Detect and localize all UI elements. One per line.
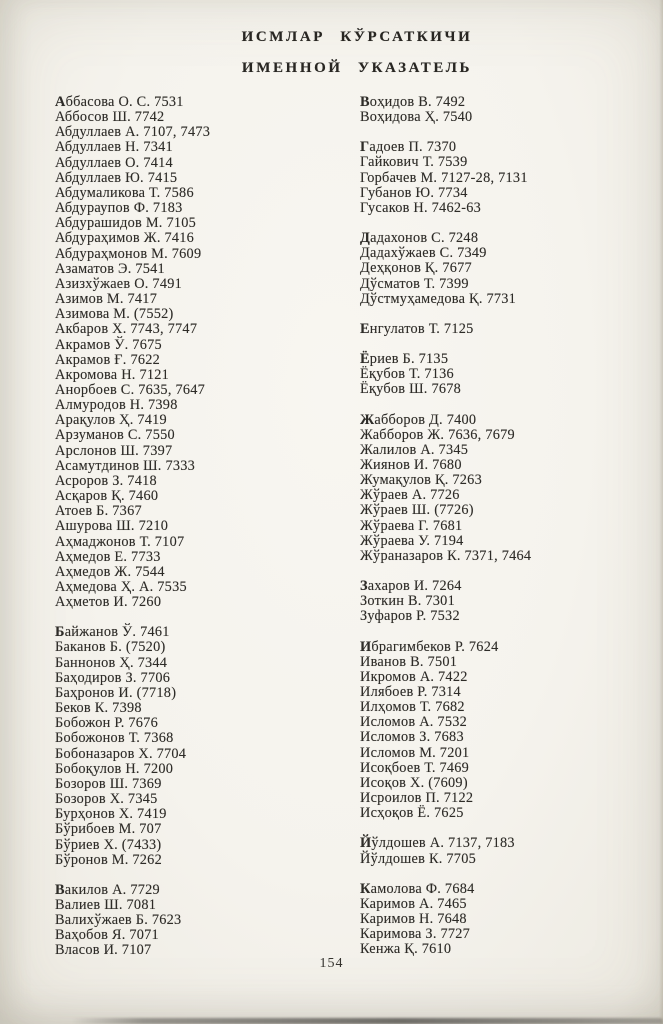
index-entry: Дадахўжаев С. 7349	[360, 245, 487, 262]
index-entry: Дўсматов Т. 7399	[360, 275, 469, 292]
letter-group-З	[360, 579, 663, 624]
index-entry: Ёқубов Т. 7136	[360, 366, 454, 383]
index-entry: Беков К. 7398	[55, 700, 142, 717]
index-entry: Губанов Ю. 7734	[360, 184, 468, 201]
letter-group-Г	[360, 140, 663, 216]
index-entry: Алмуродов Н. 7398	[55, 397, 178, 414]
index-entry: Жабборов Ж. 7636, 7679	[360, 426, 515, 443]
letter-group-Е	[360, 322, 663, 337]
index-entry: Акромова Н. 7121	[55, 366, 170, 383]
index-entry: Исломов М. 7201	[360, 744, 470, 761]
index-entry: Иванов В. 7501	[360, 653, 458, 670]
index-entry: Аббасова О. С. 7531	[55, 94, 184, 110]
index-entry: Гайкович Т. 7539	[360, 154, 468, 171]
index-entry: Жўраева Г. 7681	[360, 517, 463, 534]
index-entry: Исломов А. 7532	[360, 714, 468, 731]
index-entry: Баканов Б. (7520)	[55, 639, 166, 656]
index-column-left	[55, 95, 360, 959]
index-entry: Илҳомов Т. 7682	[360, 699, 465, 716]
index-entry: Анорбоев С. 7635, 7647	[55, 381, 206, 398]
index-title-uzbek: ИСМЛАР КЎРСАТКИЧИ	[241, 29, 473, 45]
index-entry: Аҳметов И. 7260	[55, 594, 162, 611]
index-entry: Байжанов Ў. 7461	[55, 624, 170, 641]
index-entry: Акбаров Х. 7743, 7747	[55, 321, 198, 338]
index-entry: Абдуллаев О. 7414	[55, 154, 173, 171]
index-entry: Йўлдошев К. 7705	[360, 850, 476, 867]
index-entry: Абдураҳмонов М. 7609	[55, 245, 202, 262]
index-entry: Жабборов Д. 7400	[360, 411, 477, 428]
index-entry: Бурҳонов Х. 7419	[55, 806, 167, 823]
index-entry: Деҳқонов Қ. 7677	[360, 260, 472, 277]
index-entry: Асқаров Қ. 7460	[55, 488, 159, 505]
index-entry: Жўраев Ш. (7726)	[360, 502, 474, 519]
index-entry: Аҳмедова Ҳ. А. 7535	[55, 579, 187, 595]
index-entry: Камолова Ф. 7684	[360, 880, 475, 897]
letter-group-К	[360, 882, 663, 958]
scan-edge-shadow-bottom	[72, 1018, 663, 1024]
index-entry: Арзуманов С. 7550	[55, 427, 175, 444]
letter-group-В	[360, 95, 663, 125]
index-entry: Бозоров Ш. 7369	[55, 775, 162, 792]
index-entry: Арақулов Ҳ. 7419	[55, 412, 167, 429]
index-entry: Дадахонов С. 7248	[360, 230, 479, 247]
index-entry: Каримова З. 7727	[360, 926, 471, 943]
index-entry: Исроилов П. 7122	[360, 790, 474, 807]
index-entry: Валихўжаев Б. 7623	[55, 912, 182, 929]
index-entry: Асроров З. 7418	[55, 472, 157, 489]
index-entry: Исломов З. 7683	[360, 729, 464, 746]
index-entry: Гадоев П. 7370	[360, 139, 457, 156]
index-entry: Жалилов А. 7345	[360, 441, 469, 458]
index-entry: Бобоқулов Н. 7200	[55, 760, 174, 777]
letter-group-А	[55, 95, 360, 610]
index-entry: Баҳронов И. (7718)	[55, 684, 177, 701]
index-entry: Ёқубов Ш. 7678	[360, 381, 462, 398]
index-entry: Жумақулов Қ. 7263	[360, 472, 482, 489]
page-number: 154	[319, 956, 344, 971]
index-entry: Ашурова Ш. 7210	[55, 518, 169, 535]
index-entry: Абдураупов Ф. 7183	[55, 200, 183, 217]
scan-edge-shadow-right	[659, 0, 663, 1024]
index-entry: Баҳодиров З. 7706	[55, 669, 171, 686]
index-entry: Азимов М. 7417	[55, 291, 158, 308]
index-entry: Азимова М. (7552)	[55, 306, 174, 323]
index-entry: Жиянов И. 7680	[360, 456, 462, 473]
index-entry: Исоқов Х. (7609)	[360, 774, 468, 791]
index-entry: Арслонов Ш. 7397	[55, 442, 173, 459]
index-entry: Ёриев Б. 7135	[360, 351, 449, 368]
index-entry: Абдурашидов М. 7105	[55, 215, 197, 232]
index-entry: Бўрибоев М. 707	[55, 821, 162, 838]
index-entry: Воҳидов В. 7492	[360, 94, 466, 110]
index-entry: Горбачев М. 7127-28, 7131	[360, 169, 528, 186]
index-entry: Исоқбоев Т. 7469	[360, 759, 470, 776]
index-entry: Каримов Н. 7648	[360, 911, 467, 928]
index-entry: Абдумаликова Т. 7586	[55, 184, 194, 201]
letter-group-Ё	[360, 352, 663, 397]
index-entry: Атоев Б. 7367	[55, 503, 142, 520]
index-entry: Каримов А. 7465	[360, 895, 467, 912]
index-entry: Кенжа Қ. 7610	[360, 941, 452, 958]
letter-group-И	[360, 640, 663, 822]
letter-group-В	[55, 883, 360, 959]
letter-group-Ж	[360, 413, 663, 565]
index-entry: Бобоназаров Х. 7704	[55, 745, 187, 762]
index-entry: Баннонов Ҳ. 7344	[55, 654, 168, 671]
index-entry: Бозоров Х. 7345	[55, 791, 158, 808]
index-entry: Бўронов М. 7262	[55, 851, 162, 868]
index-entry: Жўраев А. 7726	[360, 487, 460, 504]
index-entry: Асамутдинов Ш. 7333	[55, 457, 196, 474]
index-entry: Азизхўжаев О. 7491	[55, 275, 183, 292]
index-entry: Ваҳобов Я. 7071	[55, 927, 159, 944]
index-entry: Захаров И. 7264	[360, 578, 462, 595]
index-column-right	[360, 95, 663, 959]
index-entry: Валиев Ш. 7081	[55, 896, 157, 913]
index-entry: Акрамов Ғ. 7622	[55, 351, 161, 368]
index-entry: Аҳмедов Ж. 7544	[55, 563, 165, 580]
index-entry: Жўраназаров К. 7371, 7464	[360, 547, 532, 564]
index-entry: Аҳмедов Е. 7733	[55, 548, 161, 565]
index-entry: Жўраева У. 7194	[360, 532, 464, 549]
index-entry: Аббосов Ш. 7742	[55, 109, 165, 126]
index-title-russian: ИМЕННОЙ УКАЗАТЕЛЬ	[241, 60, 473, 76]
index-entry: Икромов А. 7422	[360, 668, 468, 685]
index-entry: Воҳидова Ҳ. 7540	[360, 109, 473, 126]
index-entry: Гусаков Н. 7462-63	[360, 199, 482, 216]
index-entry: Абдуллаев А. 7107, 7473	[55, 124, 211, 141]
index-entry: Власов И. 7107	[55, 942, 152, 959]
index-entry: Абдуллаев Ю. 7415	[55, 169, 178, 186]
index-entry: Дўстмуҳамедова Қ. 7731	[360, 290, 517, 307]
index-entry: Бўриев Х. (7433)	[55, 836, 162, 853]
index-entry: Аҳмаджонов Т. 7107	[55, 533, 185, 550]
index-entry: Абдураҳимов Ж. 7416	[55, 230, 195, 247]
index-columns	[55, 95, 643, 959]
index-entry: Вакилов А. 7729	[55, 881, 160, 898]
index-entry: Азаматов Э. 7541	[55, 260, 165, 277]
index-entry: Йўлдошев А. 7137, 7183	[360, 835, 515, 852]
index-entry: Зуфаров Р. 7532	[360, 608, 460, 625]
index-entry: Илябоев Р. 7314	[360, 684, 461, 700]
index-entry: Енгулатов Т. 7125	[360, 320, 474, 337]
letter-group-Д	[360, 231, 663, 307]
index-entry: Бобожонов Т. 7368	[55, 730, 174, 747]
index-entry: Акрамов Ў. 7675	[55, 336, 162, 353]
index-entry: Бобожон Р. 7676	[55, 715, 158, 732]
letter-group-Й	[360, 836, 663, 866]
index-entry: Исҳоқов Ё. 7625	[360, 805, 464, 822]
index-entry: Зоткин В. 7301	[360, 593, 455, 610]
page-titles	[52, 29, 662, 91]
index-entry: Ибрагимбеков Р. 7624	[360, 638, 499, 655]
index-entry: Абдуллаев Н. 7341	[55, 139, 173, 156]
letter-group-Б	[55, 625, 360, 868]
